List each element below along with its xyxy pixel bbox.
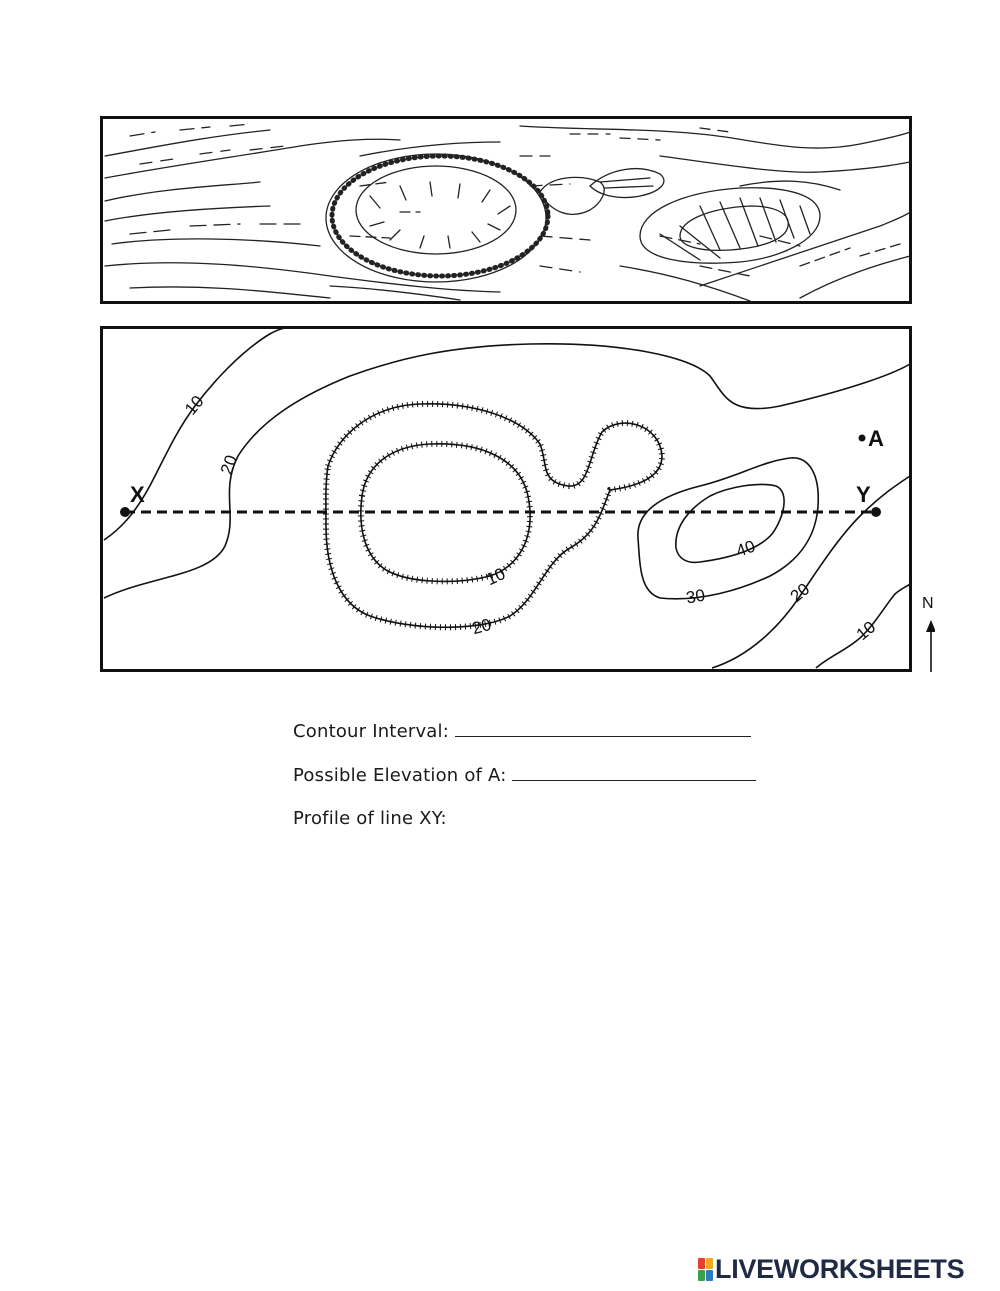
point-a-marker — [859, 435, 866, 442]
point-a-label: A — [868, 426, 884, 451]
contour-label-hill-40: 40 — [733, 536, 758, 561]
contour-label-east-10: 10 — [852, 617, 880, 645]
point-x-label: X — [130, 482, 145, 507]
possible-elevation-label: Possible Elevation of A: — [293, 765, 507, 786]
liveworksheets-logo — [698, 1254, 964, 1284]
possible-elevation-question — [293, 764, 756, 786]
landscape-sketch — [100, 116, 912, 304]
contour-label-hill-30: 30 — [684, 585, 707, 608]
contour-interval-answer-blank[interactable] — [455, 720, 751, 737]
brand-blocks-icon — [698, 1258, 713, 1281]
contour-interval-question — [293, 720, 751, 742]
point-y-marker — [871, 507, 881, 517]
brand-name: LIVEWORKSHEETS — [715, 1253, 965, 1284]
possible-elevation-answer-blank[interactable] — [512, 764, 756, 781]
contour-label-east-20: 20 — [786, 579, 814, 607]
contour-label-depression-10: 10 — [483, 564, 509, 590]
topographic-map — [100, 326, 935, 678]
point-x-marker — [120, 507, 130, 517]
north-label: N — [922, 595, 934, 612]
contour-label-depression-20: 20 — [470, 614, 494, 639]
contour-label-west-20: 20 — [216, 452, 242, 477]
profile-question — [293, 808, 447, 829]
profile-label: Profile of line XY: — [293, 808, 447, 829]
point-y-label: Y — [856, 482, 871, 507]
contour-interval-label: Contour Interval: — [293, 721, 449, 742]
contour-label-west-10: 10 — [180, 391, 208, 419]
